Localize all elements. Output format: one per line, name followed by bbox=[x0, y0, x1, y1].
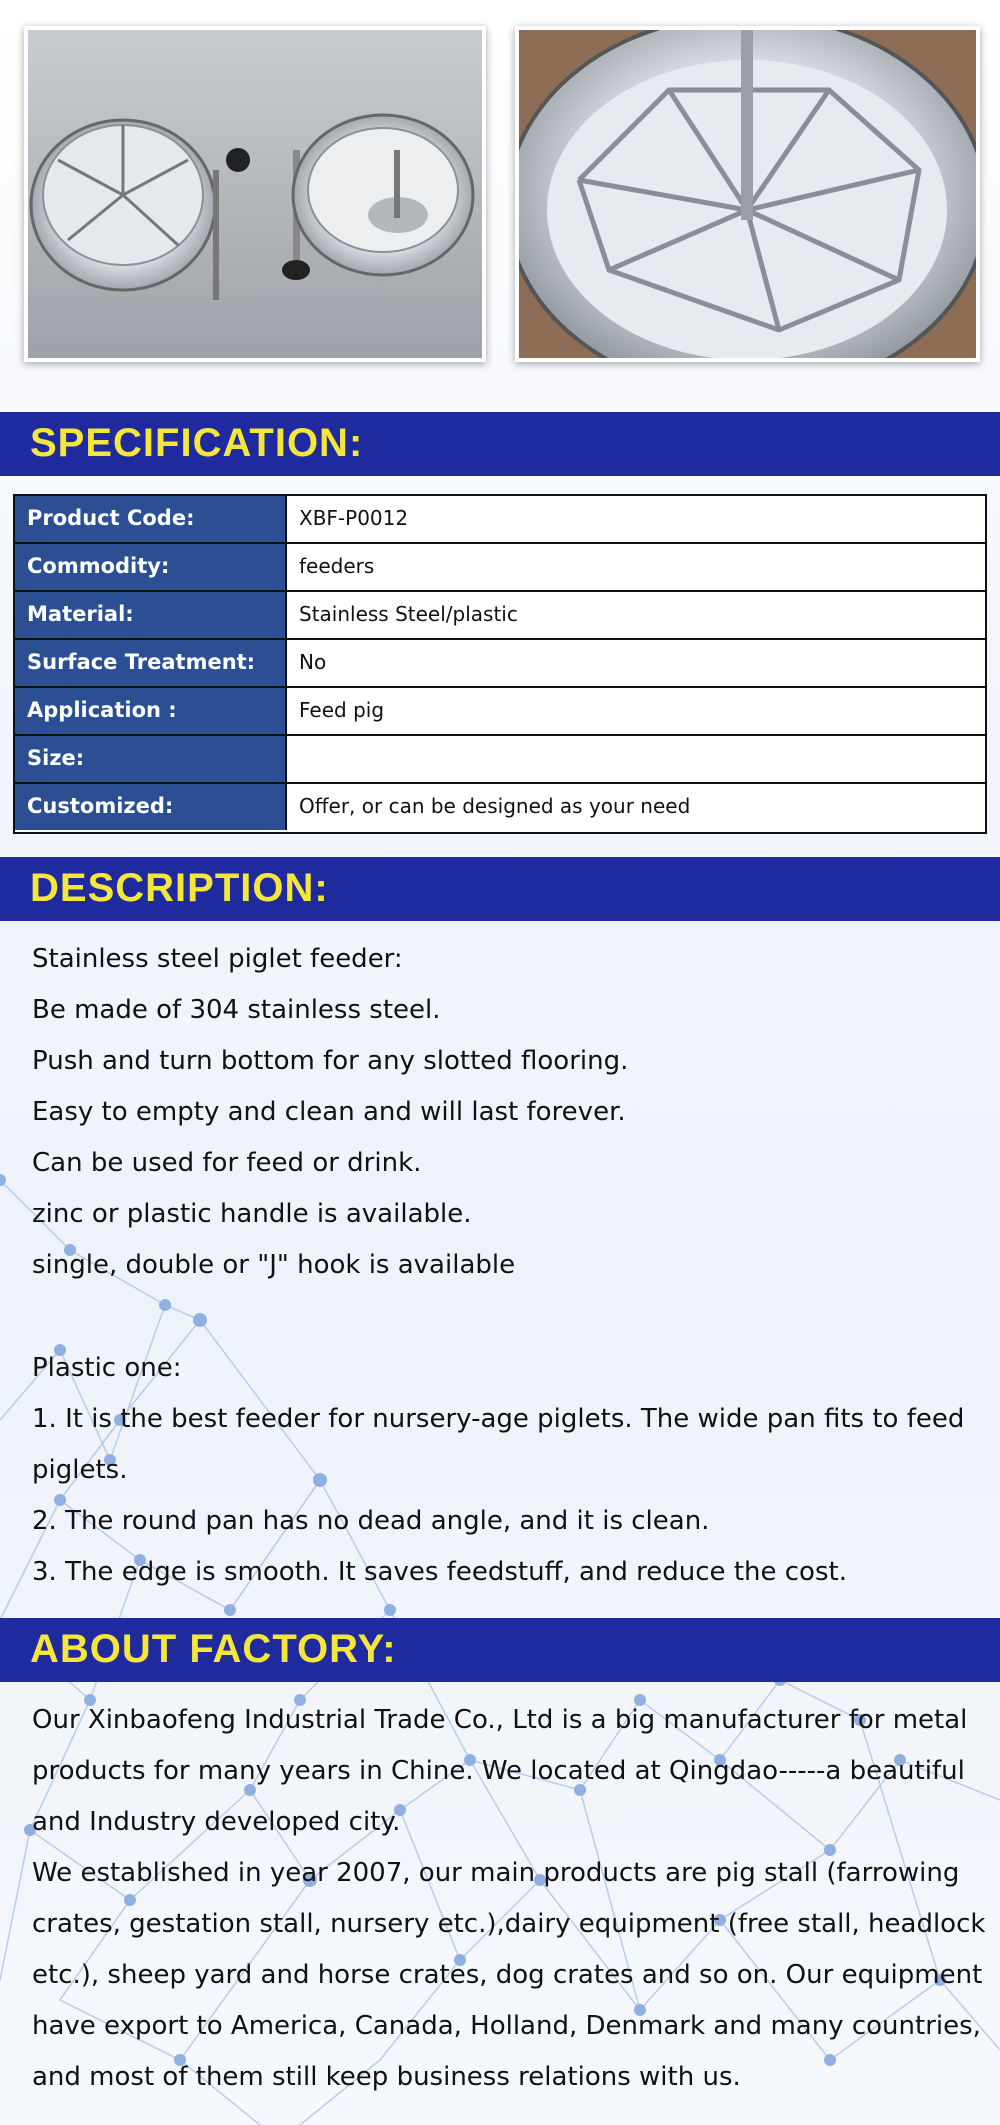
text-line: We established in year 2007, our main products are pig stall (farrowing bbox=[32, 1858, 960, 1888]
spec-value: Stainless Steel/plastic bbox=[299, 602, 518, 626]
text-line: Be made of 304 stainless steel. bbox=[32, 995, 441, 1025]
description-plastic bbox=[32, 1343, 972, 1598]
spec-table bbox=[13, 494, 987, 834]
text-line: Our Xinbaofeng Industrial Trade Co., Ltd is a big manufacturer for metal bbox=[32, 1705, 968, 1735]
about-factory-header bbox=[0, 1618, 1000, 1682]
text-line: and Industry developed city. bbox=[32, 1807, 401, 1837]
text-line: Can be used for feed or drink. bbox=[32, 1148, 422, 1178]
text-line: Push and turn bottom for any slotted flooring. bbox=[32, 1046, 629, 1076]
text-line: Easy to empty and clean and will last forever. bbox=[32, 1097, 626, 1127]
text-line: piglets. bbox=[32, 1455, 128, 1485]
spec-label: Application : bbox=[15, 688, 287, 734]
about-factory-text bbox=[32, 1695, 986, 2103]
spec-value: Feed pig bbox=[299, 698, 385, 722]
text-line: Plastic one: bbox=[32, 1353, 182, 1383]
spec-row bbox=[15, 784, 985, 830]
spec-value bbox=[287, 736, 985, 782]
product-photos bbox=[0, 0, 1000, 410]
text-line: have export to America, Canada, Holland, Denmark and many countries, bbox=[32, 2011, 981, 2041]
specification-header bbox=[0, 412, 1000, 476]
spec-value: feeders bbox=[299, 554, 375, 578]
text-line: crates, gestation stall, nursery etc.),dairy equipment (free stall, headlock bbox=[32, 1909, 986, 1939]
text-line: 1. It is the best feeder for nursery-age piglets. The wide pan fits to feed bbox=[32, 1404, 965, 1434]
description-title: DESCRIPTION: bbox=[30, 866, 329, 910]
text-line: 3. The edge is smooth. It saves feedstuff, and reduce the cost. bbox=[32, 1557, 847, 1587]
spec-label: Customized: bbox=[15, 784, 287, 830]
text-line: etc.), sheep yard and horse crates, dog crates and so on. Our equipment bbox=[32, 1960, 983, 1990]
text-line: 2. The round pan has no dead angle, and it is clean. bbox=[32, 1506, 710, 1536]
spec-label: Commodity: bbox=[15, 544, 287, 590]
spec-row bbox=[15, 496, 985, 544]
spec-value: No bbox=[299, 650, 327, 674]
spec-label: Size: bbox=[15, 736, 287, 782]
text-line: Stainless steel piglet feeder: bbox=[32, 944, 403, 974]
spec-row bbox=[15, 592, 985, 640]
spec-row bbox=[15, 688, 985, 736]
spec-row bbox=[15, 544, 985, 592]
product-photo-pan-closeup bbox=[515, 26, 980, 362]
text-line: single, double or "J" hook is available bbox=[32, 1250, 516, 1280]
product-photo-parts bbox=[24, 26, 486, 362]
about-factory-title: ABOUT FACTORY: bbox=[30, 1627, 397, 1671]
spec-label: Surface Treatment: bbox=[15, 640, 287, 686]
text-line: and most of them still keep business relations with us. bbox=[32, 2062, 741, 2092]
specification-title: SPECIFICATION: bbox=[30, 421, 364, 465]
description-stainless bbox=[32, 934, 972, 1291]
spec-label: Material: bbox=[15, 592, 287, 638]
spec-label: Product Code: bbox=[15, 496, 287, 542]
spec-value: XBF-P0012 bbox=[299, 506, 409, 530]
spec-row bbox=[15, 640, 985, 688]
spec-value: Offer, or can be designed as your need bbox=[299, 794, 691, 818]
text-line: products for many years in Chine. We located at Qingdao-----a beautiful bbox=[32, 1756, 965, 1786]
text-line: zinc or plastic handle is available. bbox=[32, 1199, 472, 1229]
spec-row bbox=[15, 736, 985, 784]
description-header bbox=[0, 857, 1000, 921]
